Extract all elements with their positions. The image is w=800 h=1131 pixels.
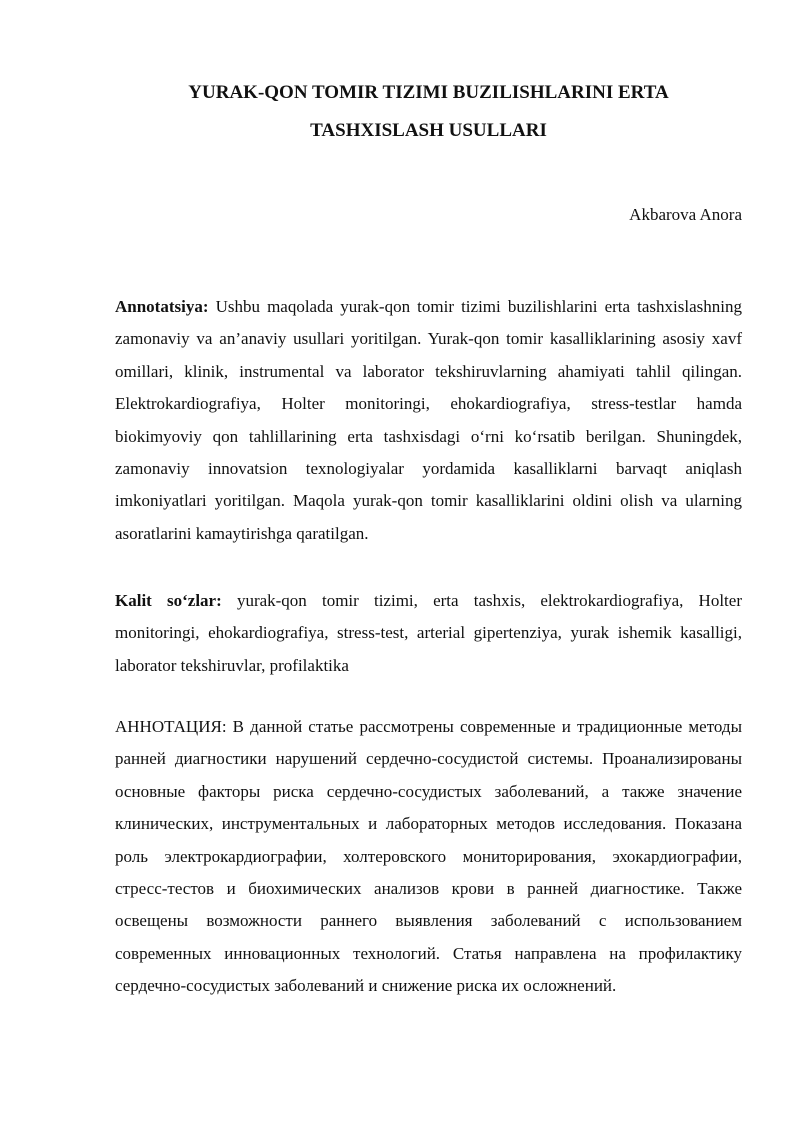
annotation-ru-text: АННОТАЦИЯ: В данной статье рассмотрены современные и традиционные методы ранней диагностики нарушений сердечно-сосудистой системы. Проанализированы основные факторы риска сердечно-сосудистых заболеваний, а также значение клинических, инструментальных и лабораторных методов исследования. Показана роль электрокардиографии, холтеровского мониторирования, эхокардиографии, стресс-тестов и биохимических анализов крови в ранней диагностике. Также освещены возможности раннего выявления заболеваний с использованием современных инновационных технологий. Статья направлена на профилактику сердечно-сосудистых заболеваний и снижение риска их осложнений. (115, 717, 742, 996)
annotation-ru (115, 711, 742, 1003)
annotation-uz-text: Ushbu maqolada yurak-qon tomir tizimi buzilishlarini erta tashxislashning zamonaviy va an’anaviy usullari yoritilgan. Yurak-qon tomir kasalliklarining asosiy xavf omillari, klinik, instrumental va laborator tekshiruvlarning ahamiyati tahlil qilingan. Elektrokardiografiya, Holter monitoringi, ehokardiografiya, stress-testlar hamda biokimyoviy qon tahlillarining erta tashxisdagi o‘rni ko‘rsatib berilgan. Shuningdek, zamonaviy innovatsion texnologiyalar yordamida kasalliklarni barvaqt aniqlash imkoniyatlari yoritilgan. Maqola yurak-qon tomir kasalliklarini oldini olish va ularning asoratlarini kamaytirishga qaratilgan. (115, 297, 742, 543)
keywords-text: yurak-qon tomir tizimi, erta tashxis, elektrokardiografiya, Holter monitoringi, ehokardiografiya, stress-test, arterial gipertenziya, yurak ishemik kasalligi, laborator tekshiruvlar, profilaktika (115, 591, 742, 675)
keywords-label: Kalit so‘zlar: (115, 591, 222, 610)
article-title-line-2: TASHXISLASH USULLARI (310, 120, 547, 141)
author-name: Akbarova Anora (629, 205, 742, 224)
article-title (115, 74, 742, 150)
article-title-line-1: YURAK-QON TOMIR TIZIMI BUZILISHLARINI ERTA (188, 82, 669, 103)
annotation-uz (115, 291, 742, 550)
annotation-uz-label: Annotatsiya: (115, 297, 209, 316)
keywords (115, 585, 742, 682)
